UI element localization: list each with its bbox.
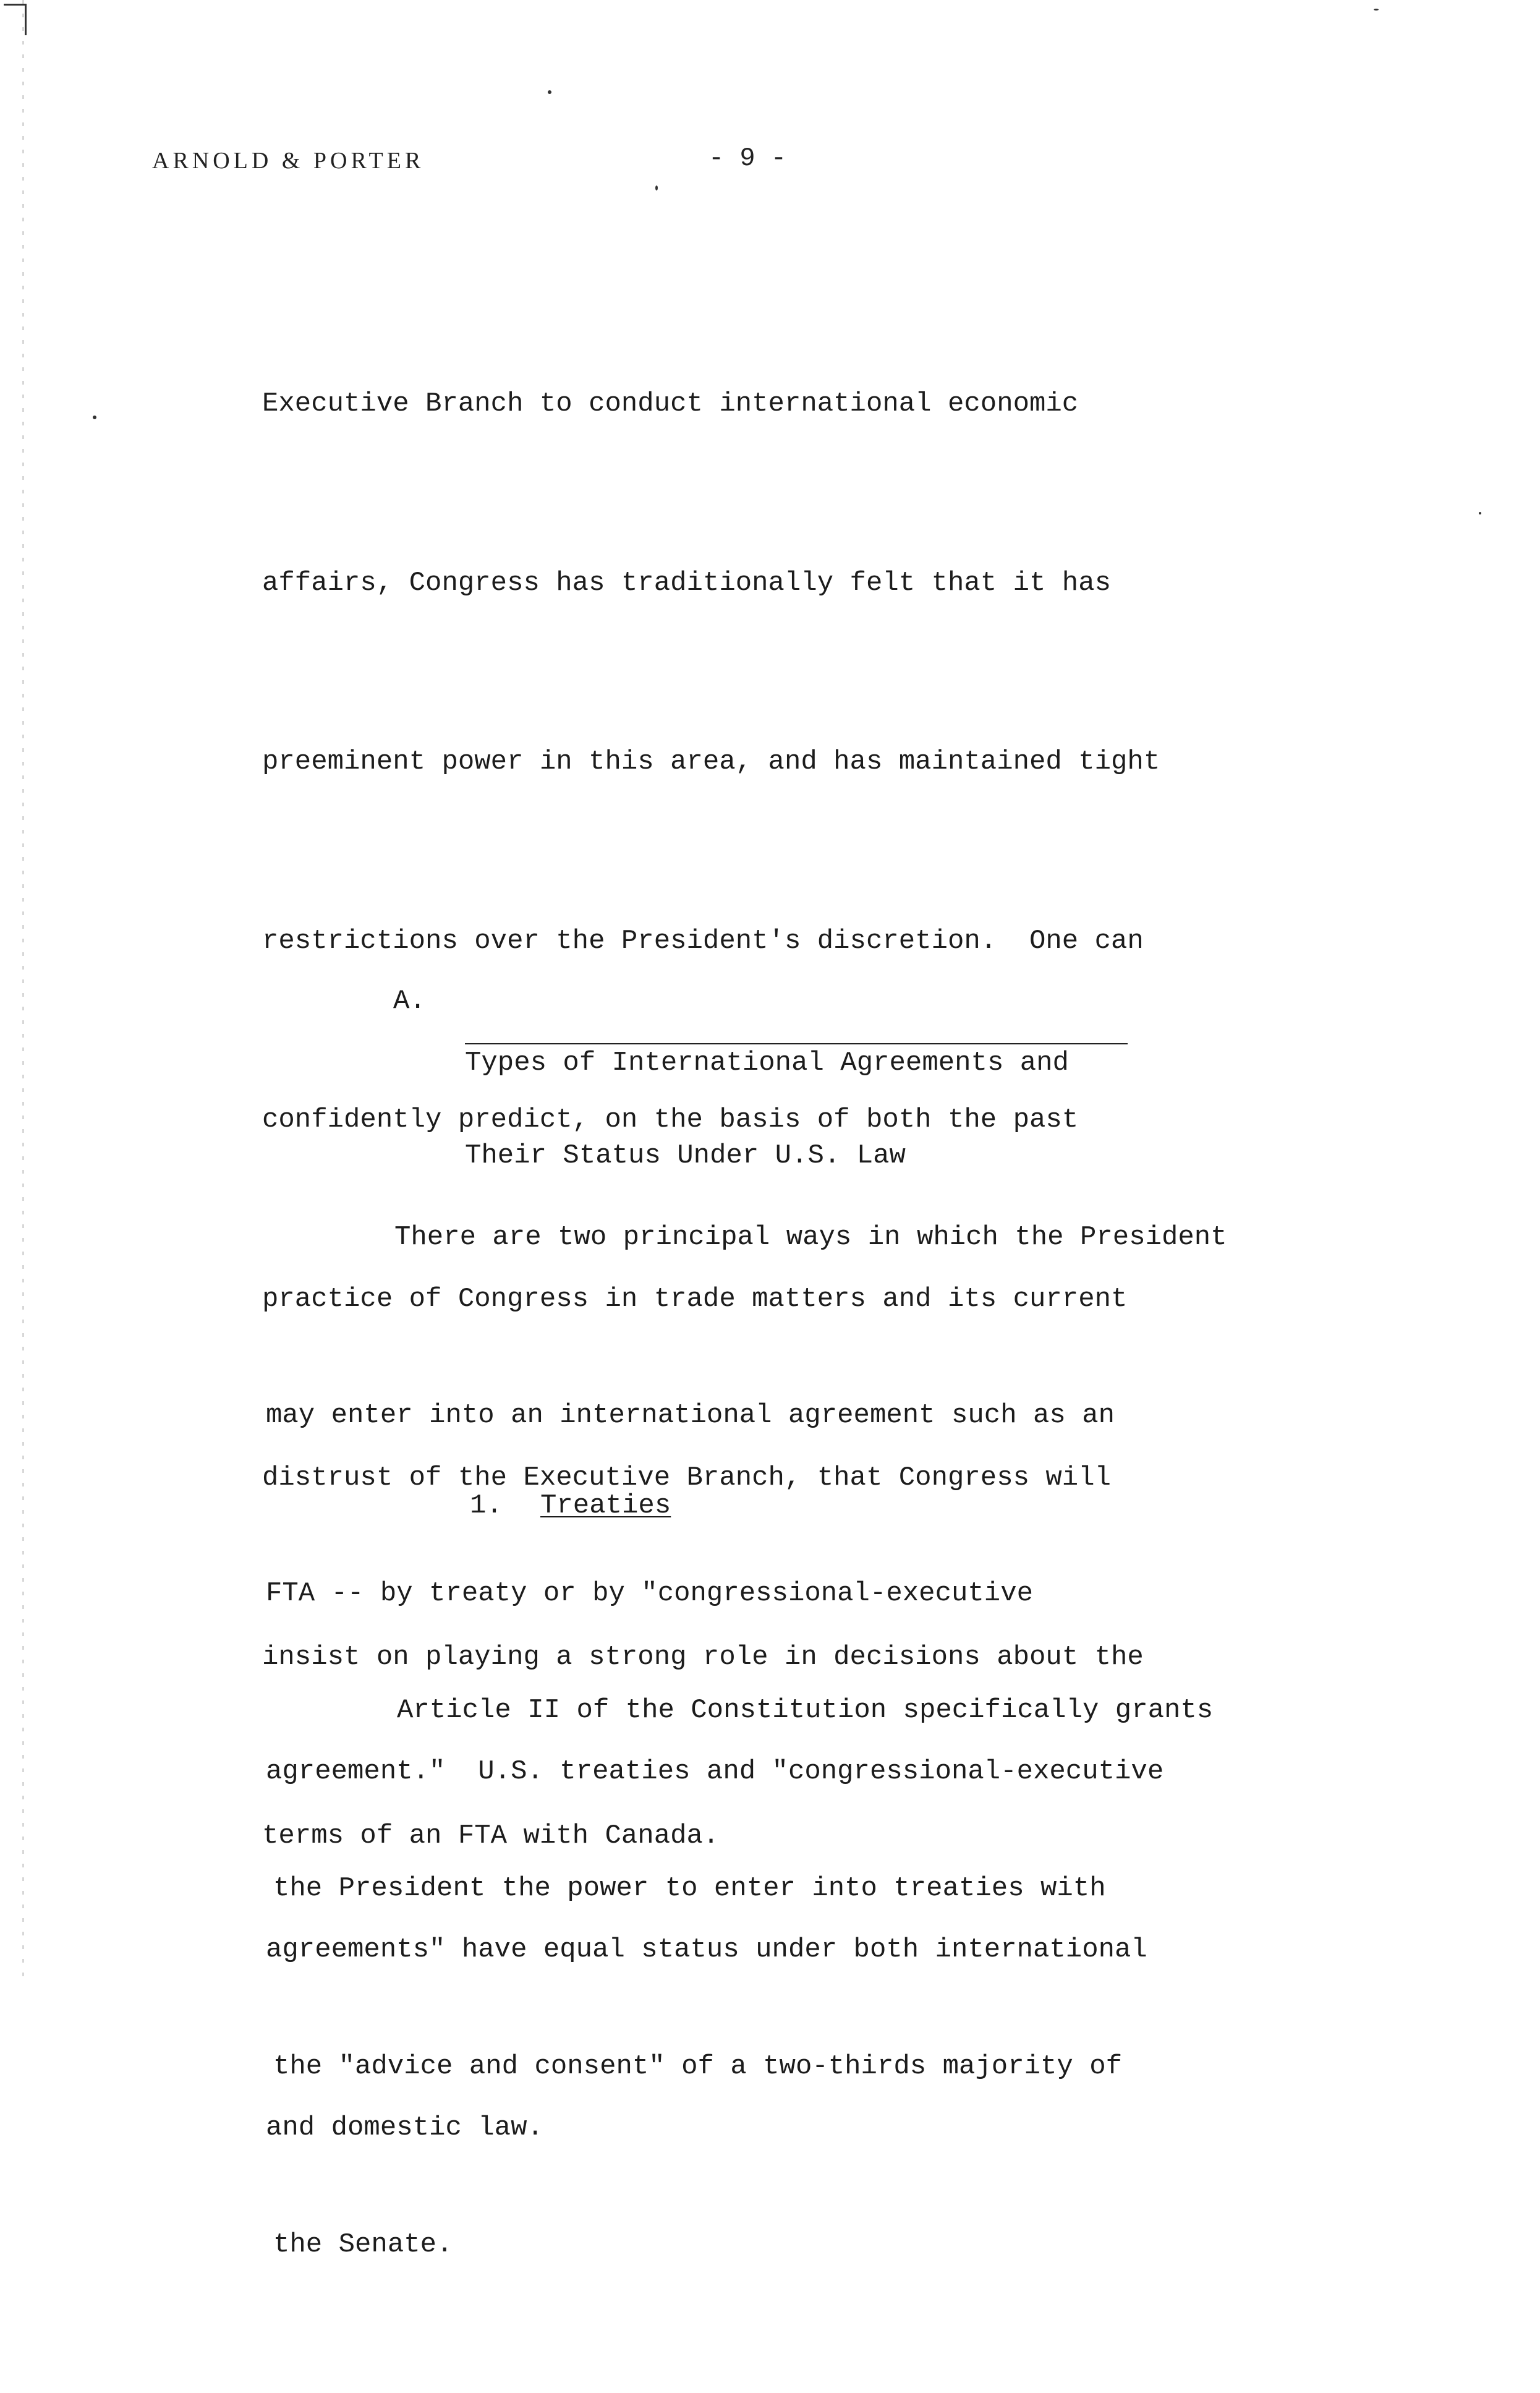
text-line: restrictions over the President's discretion. One can	[262, 925, 1144, 957]
subsection-1-title: Treaties	[540, 1490, 671, 1521]
scan-edge-artifact	[22, 0, 24, 1986]
section-title-underline	[465, 1043, 1128, 1044]
text-line: FTA -- by treaty or by "congressional-executive	[266, 1578, 1034, 1609]
section-title-line: Types of International Agreements and	[465, 1047, 1069, 1078]
section-a-marker: A.	[393, 986, 426, 1017]
text-line: and domestic law.	[266, 2112, 543, 2143]
scan-speck	[548, 90, 551, 94]
text-line: the President the power to enter into treaties with	[273, 1873, 1106, 1904]
scan-speck	[93, 416, 96, 419]
text-line: the Senate.	[273, 2229, 453, 2260]
scan-speck	[655, 186, 658, 190]
subsection-1-marker: 1.	[470, 1490, 503, 1521]
text-line: preeminent power in this area, and has maintained tight	[262, 746, 1160, 777]
text-line: confidently predict, on the basis of both the past	[262, 1104, 1079, 1135]
page-number: - 9 -	[708, 143, 787, 173]
text-line: There are two principal ways in which the President	[394, 1222, 1227, 1253]
text-line: affairs, Congress has traditionally felt that it has	[262, 567, 1112, 599]
text-line: may enter into an international agreement such as an	[266, 1400, 1115, 1431]
text-line: agreement." U.S. treaties and "congressional-executive	[266, 1756, 1164, 1787]
text-line: distrust of the Executive Branch, that Congress will	[262, 1462, 1112, 1493]
text-line: agreements" have equal status under both international	[266, 1934, 1147, 1965]
section-title-line: Their Status Under U.S. Law	[465, 1140, 906, 1171]
text-line: Executive Branch to conduct international economic	[262, 388, 1079, 419]
firm-letterhead: ARNOLD & PORTER	[152, 148, 425, 174]
paragraph-treaties	[273, 1562, 1213, 2393]
scan-speck	[1374, 9, 1379, 11]
text-line: insist on playing a strong role in decisions about the	[262, 1641, 1144, 1673]
scan-speck	[1479, 512, 1481, 514]
text-line: the "advice and consent" of a two-thirds majority of	[273, 2051, 1123, 2082]
text-line: Article II of the Constitution specifically grants	[397, 1695, 1214, 1726]
text-line: terms of an FTA with Canada.	[262, 1820, 720, 1851]
text-line: practice of Congress in trade matters and its current	[262, 1283, 1128, 1315]
